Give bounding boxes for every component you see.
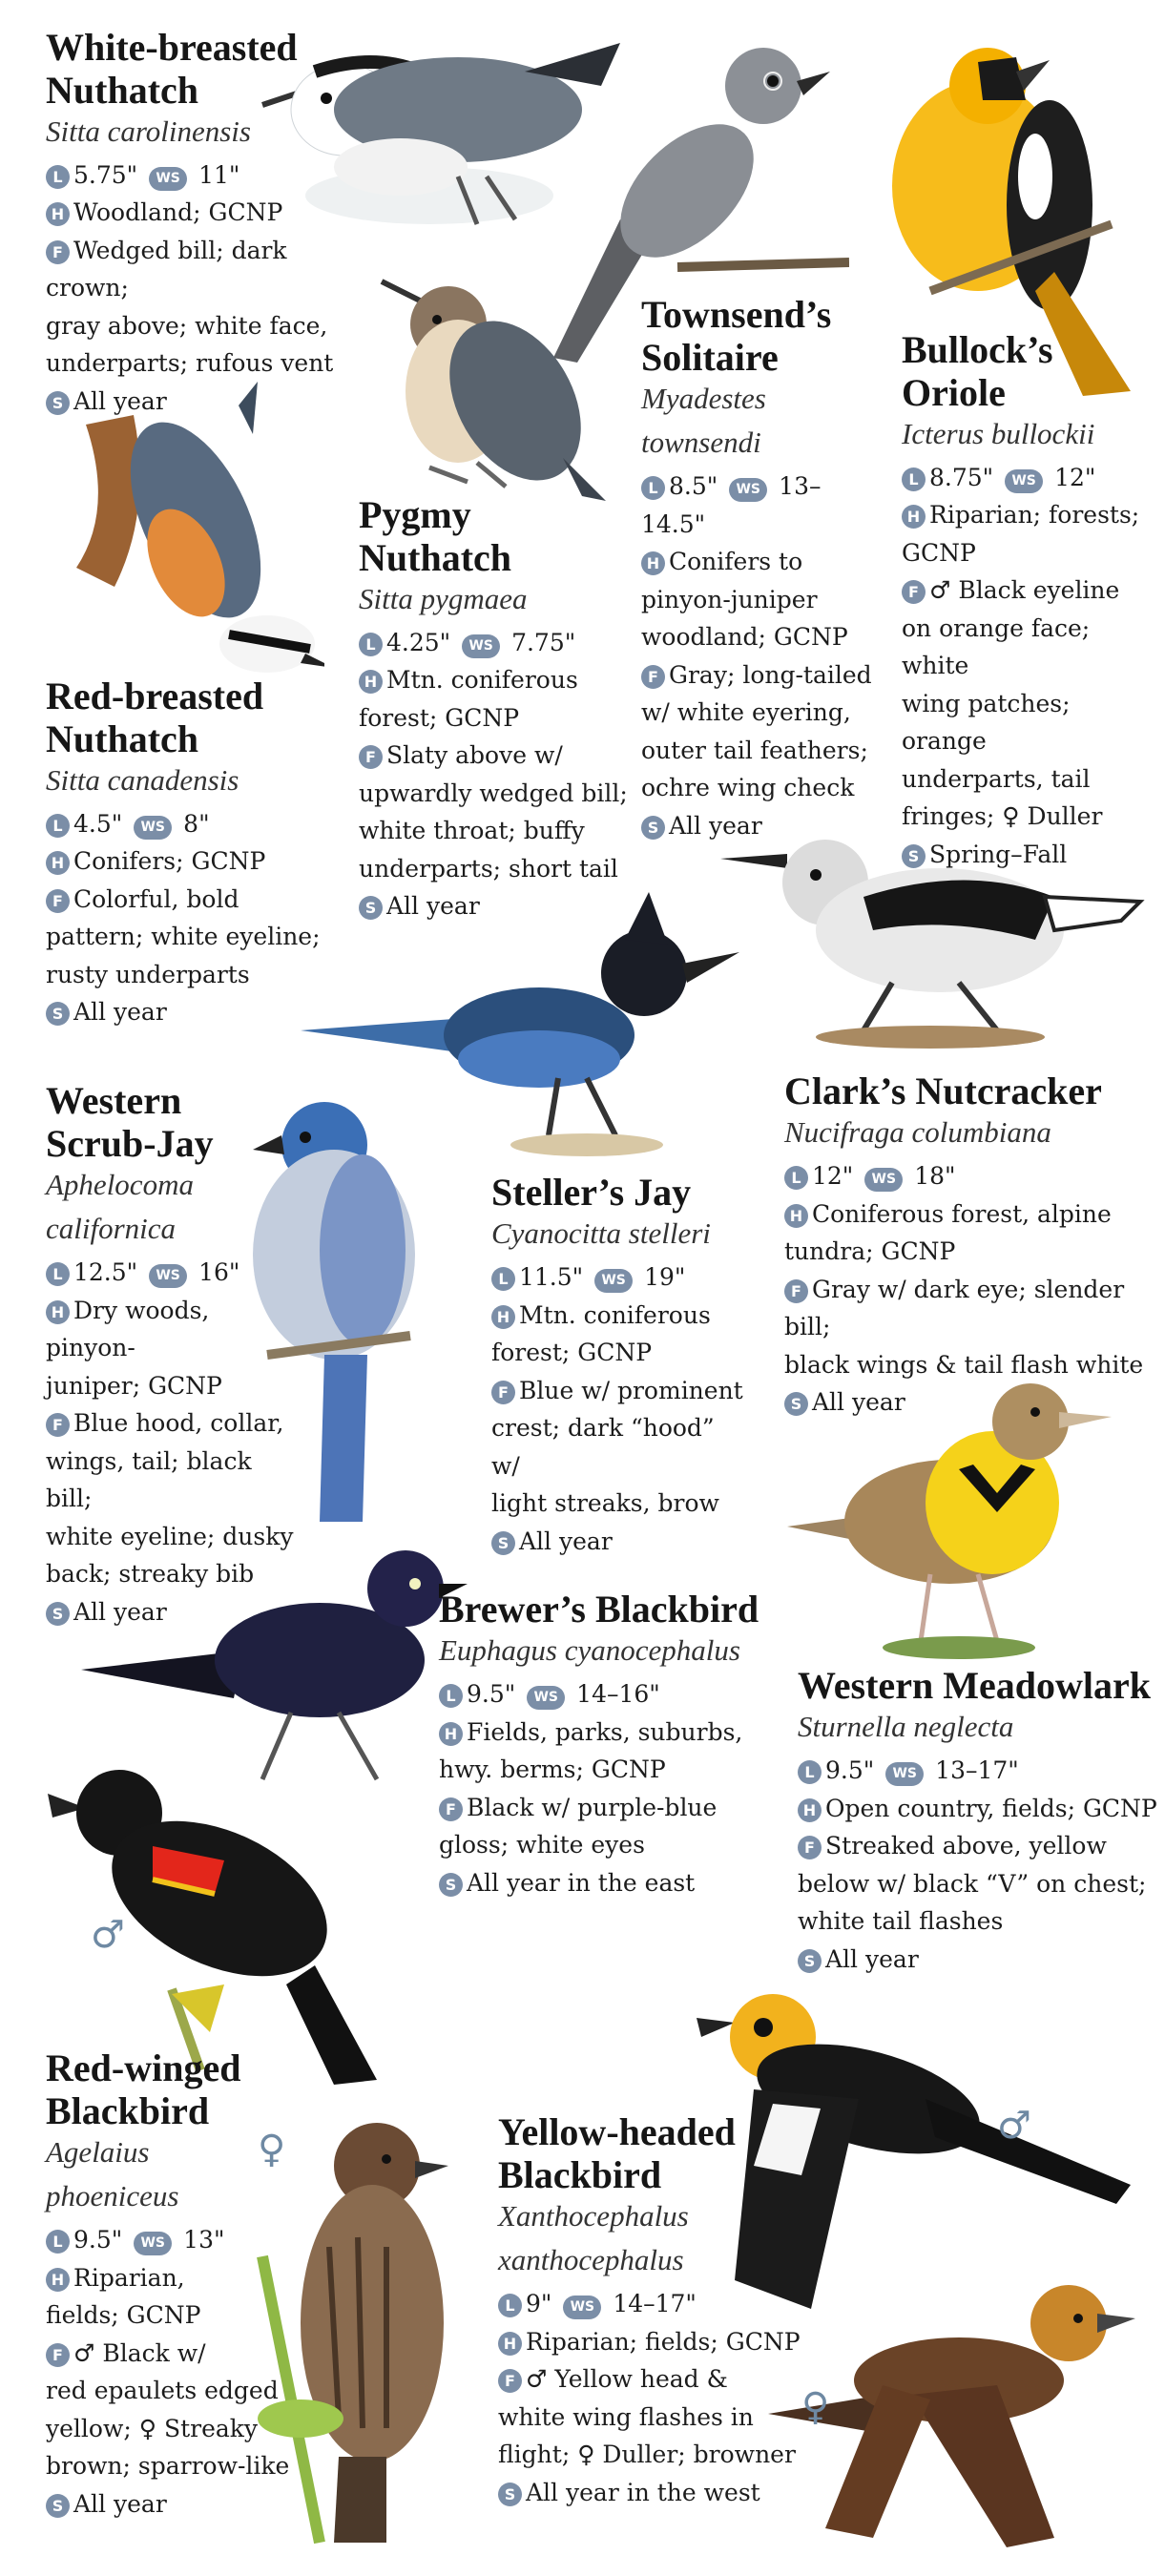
size-row [439, 1675, 782, 1714]
season-icon: S [784, 1392, 808, 1416]
wingspan-icon: WS [134, 816, 172, 840]
field-marks-row [902, 798, 1159, 836]
female-symbol-yellow-headed: ♀ [801, 2385, 830, 2429]
wingspan-value: 11" [198, 160, 240, 189]
field_marks-icon: F [46, 240, 70, 264]
field-marks-text: white throat; buffy [359, 817, 585, 845]
entry-stellers-jay [491, 1172, 749, 1560]
scientific-name: californica [46, 1211, 177, 1245]
field-marks-text: Slaty above w/ [386, 741, 563, 770]
common-name: White-breasted [46, 26, 298, 69]
scientific-name: Aphelocoma [46, 1167, 194, 1201]
habitat-icon: H [784, 1204, 808, 1228]
wingspan-value: 13" [183, 2226, 225, 2254]
field-marks-text: flight; ♀ Duller; browner [498, 2441, 796, 2469]
habitat-text: GCNP [902, 538, 976, 567]
habitat-row [491, 1297, 749, 1335]
field-marks-text: ♂ Yellow head & [526, 2365, 728, 2394]
field-marks-text: ♂ Black w/ [73, 2338, 206, 2367]
field-marks-row [46, 881, 361, 919]
length-value: 4.25" [386, 628, 451, 656]
habitat-text: forest; GCNP [491, 1339, 653, 1367]
season-row [46, 383, 361, 421]
field-marks-row [46, 2372, 303, 2410]
field_marks-icon: F [784, 1279, 808, 1303]
length-icon: L [641, 476, 665, 500]
season-text: All year [669, 811, 762, 840]
field-marks-row [491, 1409, 749, 1485]
entry-townsends-solitaire [641, 294, 880, 844]
field-marks-text: Colorful, bold [73, 884, 239, 913]
season-icon: S [359, 896, 383, 920]
field-marks-text: red epaulets edged [46, 2377, 279, 2405]
field-marks-row [902, 610, 1159, 685]
habitat-row [784, 1233, 1165, 1271]
wingspan-icon: WS [462, 634, 500, 658]
season-row [46, 993, 361, 1031]
field-marks-text: underparts; rufous vent [46, 349, 334, 378]
field-marks-text: underparts; short tail [359, 854, 618, 883]
scientific-name: Sitta carolinensis [46, 114, 251, 148]
wingspan-value: 14–17" [613, 2290, 697, 2318]
wingspan-icon: WS [885, 1762, 924, 1786]
scientific-name: Sitta pygmaea [359, 581, 528, 615]
length-icon: L [439, 1684, 463, 1708]
wingspan-value: 12" [1054, 463, 1096, 491]
habitat-text: Riparian, [73, 2263, 185, 2292]
field-marks-text: ♂ Black eyeline [929, 576, 1120, 605]
season-text: All year [519, 1527, 613, 1555]
habitat-icon: H [491, 1305, 515, 1329]
length-icon: L [498, 2294, 522, 2317]
season-icon: S [902, 844, 926, 868]
habitat-icon: H [498, 2332, 522, 2356]
habitat-row [46, 1292, 303, 1367]
field-marks-text: Black w/ purple-blue [467, 1793, 718, 1821]
scientific-name: Agelaius [46, 2134, 150, 2169]
common-name: Nuthatch [359, 535, 512, 579]
common-name: Oriole [902, 370, 1006, 414]
field-marks-text: on orange face; white [902, 613, 1091, 680]
field-marks-text: rusty underparts [46, 960, 250, 988]
season-row [46, 1593, 303, 1631]
field-marks-row [641, 769, 880, 807]
field-marks-text: Blue hood, collar, [73, 1409, 284, 1438]
field-marks-row [46, 956, 361, 994]
size-row [498, 2285, 803, 2323]
wingspan-icon: WS [864, 1168, 903, 1192]
season-row [491, 1523, 749, 1561]
field-marks-text: crest; dark “hood” w/ [491, 1414, 715, 1480]
habitat-row [359, 699, 635, 737]
habitat-row [641, 618, 880, 656]
field-marks-row [902, 685, 1159, 760]
habitat-text: pinyon-juniper [641, 585, 818, 613]
habitat-row [641, 581, 880, 619]
field_marks-icon: F [359, 745, 383, 769]
field-marks-text: Gray w/ dark eye; slender bill; [784, 1275, 1125, 1341]
habitat-text: Conifers; GCNP [73, 847, 266, 876]
season-text: All year [73, 2489, 167, 2518]
habitat-text: Conifers to [669, 548, 803, 576]
field-marks-row [798, 1865, 1160, 1903]
scientific-name: Sitta canadensis [46, 762, 239, 797]
common-name: Western [46, 1079, 182, 1122]
entry-bullocks-oriole [902, 329, 1159, 873]
length-icon: L [902, 467, 926, 491]
size-row [641, 467, 880, 543]
habitat-icon: H [798, 1798, 822, 1822]
common-name: Nuthatch [46, 68, 199, 112]
field-marks-row [46, 1404, 303, 1443]
wingspan-icon: WS [134, 2232, 172, 2255]
common-name: Red-winged [46, 2046, 241, 2089]
length-value: 5.75" [73, 160, 138, 189]
wingspan-value: 14–16" [576, 1680, 660, 1709]
habitat-icon: H [902, 505, 926, 529]
field_marks-icon: F [641, 665, 665, 689]
season-icon: S [46, 391, 70, 415]
field-marks-row [491, 1372, 749, 1410]
habitat-row [46, 194, 361, 232]
size-row [784, 1157, 1165, 1195]
pygmy-nuthatch-image [372, 267, 611, 506]
habitat-icon: H [46, 2268, 70, 2292]
length-value: 9" [526, 2290, 552, 2318]
field_marks-icon: F [439, 1797, 463, 1821]
field-marks-row [439, 1789, 782, 1827]
wingspan-value: 16" [198, 1258, 240, 1287]
season-icon: S [798, 1949, 822, 1973]
field-marks-row [498, 2399, 803, 2437]
season-row [359, 887, 635, 925]
common-name: Scrub-Jay [46, 1121, 214, 1165]
common-name: Pygmy [359, 493, 471, 536]
field-marks-text: below w/ black “V” on chest; [798, 1869, 1147, 1898]
field_marks-icon: F [798, 1836, 822, 1859]
field-marks-row [359, 850, 635, 888]
common-name: Western Meadowlark [798, 1664, 1151, 1707]
entry-pygmy-nuthatch [359, 494, 635, 925]
entry-yellow-headed-blackbird [498, 2111, 803, 2511]
habitat-text: Riparian; forests; [929, 501, 1140, 530]
size-row [46, 1254, 303, 1292]
entry-red-breasted-nuthatch [46, 675, 361, 1031]
field-marks-row [902, 571, 1159, 610]
length-value: 9.5" [73, 2226, 123, 2254]
habitat-row [439, 1714, 782, 1752]
season-icon: S [46, 1002, 70, 1026]
field-marks-row [46, 232, 361, 307]
field-marks-text: Gray; long-tailed [669, 660, 872, 689]
common-name: Nuthatch [46, 717, 199, 760]
field_marks-icon: F [498, 2369, 522, 2393]
habitat-row [902, 534, 1159, 572]
habitat-text: woodland; GCNP [641, 623, 848, 652]
habitat-icon: H [46, 1300, 70, 1324]
field-marks-text: white eyeline; dusky [46, 1522, 294, 1550]
scientific-name: Euphagus cyanocephalus [439, 1632, 740, 1667]
length-value: 12.5" [73, 1258, 138, 1287]
scientific-name: Sturnella neglecta [798, 1709, 1014, 1743]
common-name: Blackbird [46, 2088, 210, 2132]
common-name: Blackbird [498, 2152, 662, 2196]
season-row [46, 2485, 303, 2524]
wingspan-icon: WS [149, 1264, 187, 1288]
season-row [902, 836, 1159, 874]
field-marks-text: white tail flashes [798, 1907, 1004, 1936]
field-marks-text: Blue w/ prominent [519, 1376, 743, 1404]
length-icon: L [491, 1267, 515, 1291]
entry-western-scrub-jay [46, 1080, 303, 1631]
field-marks-row [902, 760, 1159, 799]
field-marks-row [46, 344, 361, 383]
field-marks-row [359, 775, 635, 813]
field-marks-text: Wedged bill; dark crown; [46, 236, 287, 302]
length-icon: L [46, 1262, 70, 1286]
habitat-text: Mtn. coniferous [386, 666, 578, 695]
size-row [359, 624, 635, 662]
habitat-text: tundra; GCNP [784, 1237, 956, 1266]
wingspan-icon: WS [729, 478, 767, 502]
habitat-text: Riparian; fields; GCNP [526, 2327, 801, 2356]
size-row [46, 156, 361, 195]
length-value: 11.5" [519, 1263, 584, 1292]
field-marks-row [491, 1485, 749, 1523]
common-name: Brewer’s Blackbird [439, 1588, 759, 1631]
field-marks-text: light streaks, brow [491, 1489, 719, 1518]
wingspan-value: 18" [914, 1162, 956, 1191]
size-row [798, 1752, 1160, 1790]
habitat-row [491, 1334, 749, 1372]
field-marks-row [641, 656, 880, 695]
habitat-row [46, 842, 361, 881]
habitat-icon: H [46, 851, 70, 875]
entry-western-meadowlark [798, 1665, 1160, 1978]
habitat-row [46, 2259, 303, 2297]
field-marks-text: upwardly wedged bill; [359, 779, 628, 807]
wingspan-value: 13–14.5" [641, 472, 822, 538]
field-marks-row [46, 918, 361, 956]
field-marks-row [46, 2335, 303, 2373]
scientific-name: phoeniceus [46, 2178, 179, 2212]
habitat-row [46, 1367, 303, 1405]
field-marks-text: ochre wing check [641, 774, 855, 802]
length-value: 8.75" [929, 463, 994, 491]
size-row [46, 2221, 303, 2259]
field-marks-text: Streaked above, yellow [825, 1832, 1107, 1860]
field-marks-row [784, 1271, 1165, 1346]
field-marks-text: wings, tail; black bill; [46, 1446, 252, 1513]
field-marks-text: yellow; ♀ Streaky [46, 2414, 259, 2442]
season-text: All year in the west [526, 2478, 760, 2506]
field-marks-row [439, 1826, 782, 1864]
entry-clarks-nutcracker [784, 1070, 1165, 1422]
scientific-name: Icterus bullockii [902, 416, 1095, 450]
season-icon: S [439, 1873, 463, 1897]
length-icon: L [46, 2230, 70, 2254]
habitat-icon: H [359, 670, 383, 694]
habitat-row [359, 661, 635, 699]
season-icon: S [491, 1531, 515, 1555]
field-marks-text: gray above; white face, [46, 311, 328, 340]
field-marks-text: w/ white eyering, [641, 698, 851, 727]
habitat-icon: H [439, 1722, 463, 1746]
scientific-name: Cyanocitta stelleri [491, 1215, 711, 1250]
habitat-row [498, 2323, 803, 2361]
field-marks-row [359, 737, 635, 775]
wingspan-icon: WS [527, 1686, 565, 1710]
habitat-icon: H [641, 551, 665, 575]
field_marks-icon: F [46, 1413, 70, 1437]
male-symbol-red-winged: ♂ [91, 1913, 125, 1957]
length-value: 9.5" [825, 1756, 875, 1785]
entry-red-winged-blackbird [46, 2047, 303, 2523]
habitat-text: fields; GCNP [46, 2301, 201, 2330]
habitat-text: hwy. berms; GCNP [439, 1755, 666, 1784]
red-breasted-nuthatch-image [57, 377, 324, 687]
wingspan-icon: WS [1005, 469, 1043, 493]
wingspan-value: 8" [183, 809, 210, 838]
entry-brewers-blackbird [439, 1589, 782, 1901]
habitat-text: Mtn. coniferous [519, 1300, 711, 1329]
field-marks-row [798, 1902, 1160, 1941]
field-marks-text: back; streaky bib [46, 1560, 255, 1589]
scientific-name: townsendi [641, 425, 761, 459]
field-marks-row [498, 2360, 803, 2399]
common-name: Clark’s Nutcracker [784, 1070, 1102, 1112]
common-name: Red-breasted [46, 675, 264, 717]
habitat-text: Open country, fields; GCNP [825, 1794, 1157, 1822]
field-marks-text: outer tail feathers; [641, 736, 868, 764]
habitat-text: Coniferous forest, alpine [812, 1199, 1112, 1228]
season-text: All year [386, 892, 480, 921]
season-text: All year [73, 386, 167, 415]
male-symbol-yellow-headed: ♂ [997, 2104, 1031, 2148]
common-name: Yellow-headed [498, 2110, 736, 2153]
habitat-text: Woodland; GCNP [73, 198, 283, 227]
habitat-row [784, 1195, 1165, 1234]
length-icon: L [46, 814, 70, 838]
season-row [439, 1864, 782, 1902]
season-icon: S [498, 2483, 522, 2506]
female-symbol-red-winged: ♀ [258, 2128, 286, 2171]
habitat-row [641, 543, 880, 581]
entry-white-breasted-nuthatch [46, 27, 361, 420]
field-marks-text: white wing flashes in [498, 2402, 754, 2431]
length-icon: L [46, 165, 70, 189]
field-marks-text: fringes; ♀ Duller [902, 802, 1103, 831]
field-marks-row [46, 1555, 303, 1593]
size-row [491, 1258, 749, 1297]
field-marks-text: pattern; white eyeline; [46, 923, 321, 951]
field-marks-row [46, 2410, 303, 2448]
length-value: 8.5" [669, 472, 718, 501]
field-marks-row [641, 732, 880, 770]
length-value: 9.5" [467, 1680, 516, 1709]
wingspan-value: 19" [644, 1263, 686, 1292]
season-text: Spring–Fall [929, 840, 1068, 868]
season-icon: S [46, 2494, 70, 2518]
field_marks-icon: F [902, 580, 926, 604]
common-name: Steller’s Jay [491, 1171, 692, 1214]
length-icon: L [784, 1166, 808, 1190]
common-name: Townsend’s [641, 293, 832, 336]
season-row [498, 2474, 803, 2512]
length-icon: L [359, 633, 383, 656]
length-icon: L [798, 1760, 822, 1784]
field_marks-icon: F [46, 2343, 70, 2367]
habitat-row [439, 1751, 782, 1789]
season-icon: S [46, 1602, 70, 1626]
season-row [641, 807, 880, 845]
field-marks-row [46, 1518, 303, 1556]
wingspan-value: 13–17" [935, 1756, 1019, 1785]
field-marks-row [498, 2436, 803, 2474]
field-marks-row [798, 1827, 1160, 1865]
habitat-text: Fields, parks, suburbs, [467, 1717, 743, 1746]
field-marks-row [46, 307, 361, 345]
season-text: All year [73, 998, 167, 1027]
wingspan-icon: WS [563, 2296, 601, 2319]
habitat-icon: H [46, 202, 70, 226]
season-row [798, 1941, 1160, 1979]
field-marks-row [641, 694, 880, 732]
scientific-name: Nucifraga columbiana [784, 1114, 1051, 1149]
season-text: All year in the east [467, 1868, 696, 1897]
scientific-name: Xanthocephalus [498, 2198, 689, 2233]
scientific-name: Myadestes [641, 381, 766, 415]
season-text: All year [73, 1597, 167, 1626]
field_marks-icon: F [491, 1381, 515, 1404]
season-icon: S [641, 816, 665, 840]
habitat-text: juniper; GCNP [46, 1371, 222, 1400]
field_marks-icon: F [46, 889, 70, 913]
season-row [784, 1383, 1165, 1422]
habitat-row [902, 496, 1159, 534]
common-name: Solitaire [641, 335, 779, 379]
wingspan-icon: WS [594, 1269, 633, 1293]
field-marks-text: underparts, tail [902, 764, 1091, 793]
field-marks-row [359, 812, 635, 850]
season-text: All year [812, 1388, 905, 1417]
season-text: All year [825, 1944, 919, 1973]
field-marks-row [46, 2447, 303, 2485]
scientific-name: xanthocephalus [498, 2242, 684, 2276]
habitat-row [46, 2296, 303, 2335]
common-name: Bullock’s [902, 328, 1053, 371]
field-marks-text: gloss; white eyes [439, 1831, 645, 1859]
habitat-text: Dry woods, pinyon- [46, 1296, 210, 1362]
habitat-row [798, 1790, 1160, 1828]
field-marks-text: brown; sparrow-like [46, 2452, 290, 2481]
size-row [902, 459, 1159, 497]
field-marks-text: black wings & tail flash white [784, 1350, 1144, 1379]
length-value: 12" [812, 1162, 854, 1191]
wingspan-value: 7.75" [511, 628, 576, 656]
wingspan-icon: WS [149, 167, 187, 191]
field-marks-row [46, 1443, 303, 1518]
field-marks-text: wing patches; orange [902, 689, 1071, 756]
habitat-text: forest; GCNP [359, 703, 520, 732]
size-row [46, 805, 361, 843]
field-marks-row [784, 1346, 1165, 1384]
length-value: 4.5" [73, 809, 123, 838]
